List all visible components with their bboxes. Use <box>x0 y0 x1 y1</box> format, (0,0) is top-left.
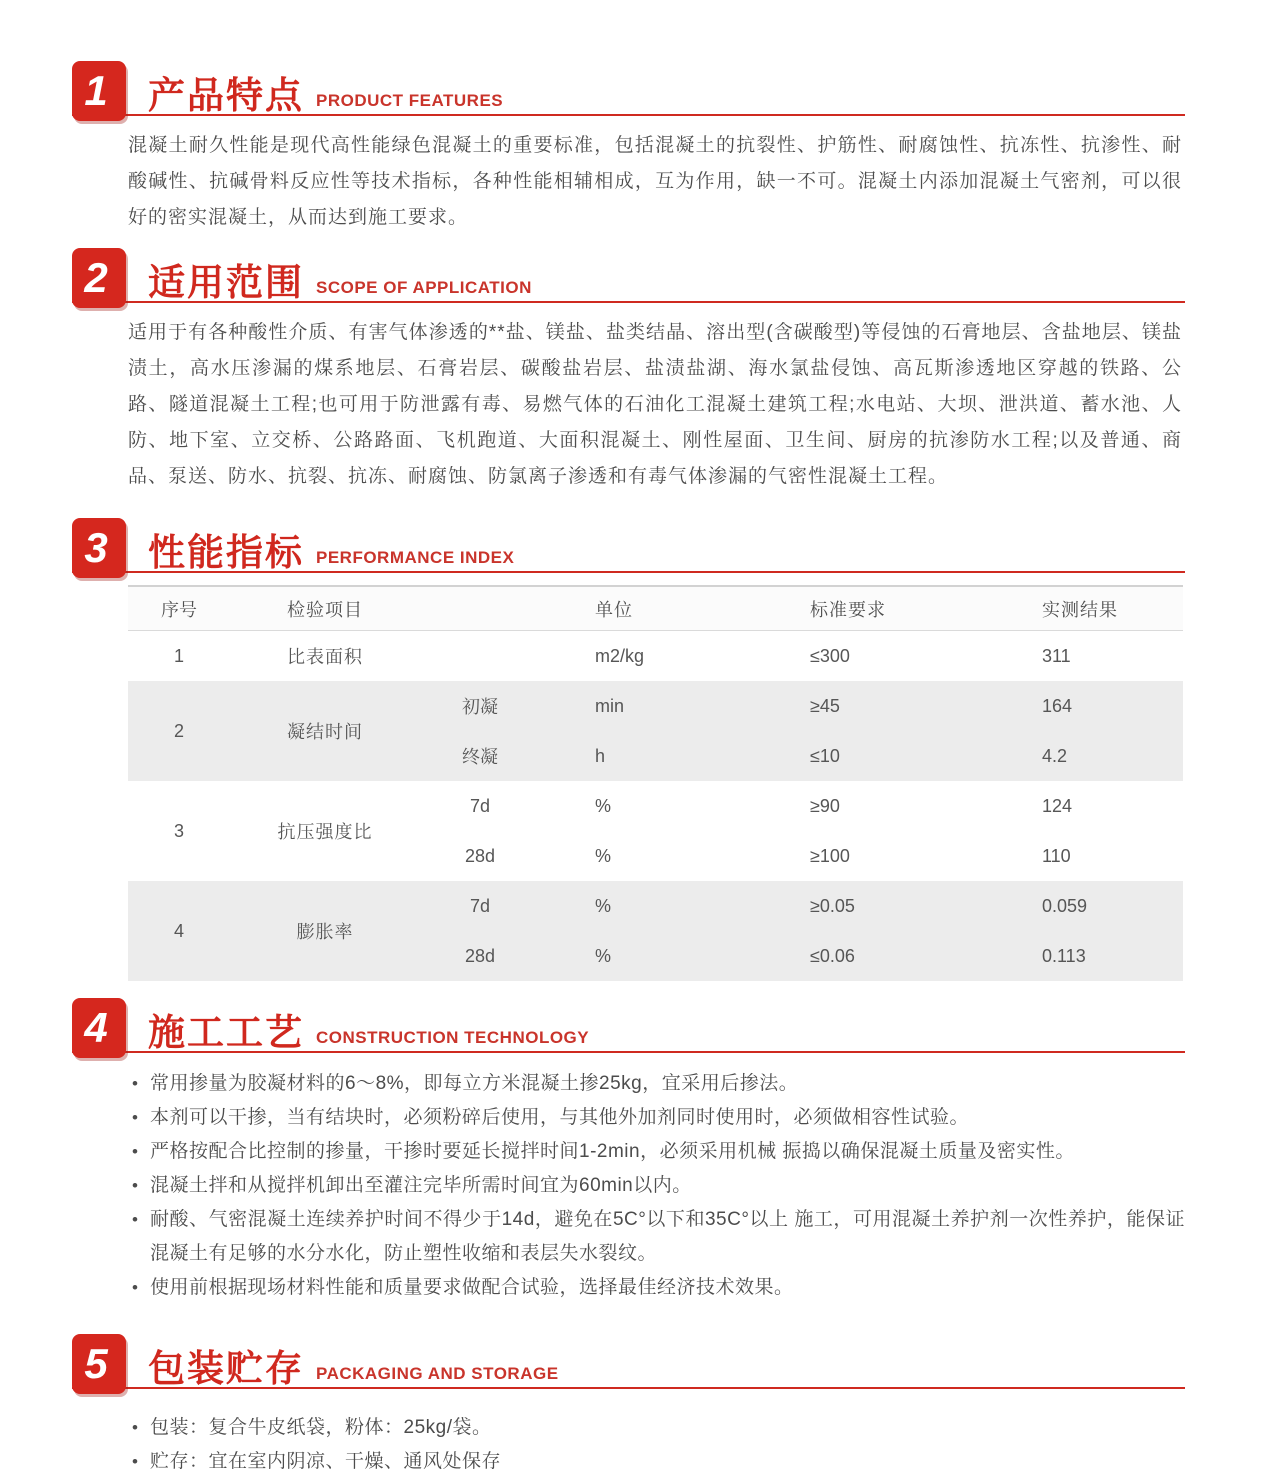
packaging-bullet-list <box>132 1411 1185 1479</box>
section-title-4: 施工工艺 <box>148 1012 304 1053</box>
table-row <box>128 681 1183 781</box>
table-cell-sub: 终凝 <box>462 747 498 767</box>
table-header-req: 标准要求 <box>810 599 886 620</box>
table-subrow <box>420 631 1183 681</box>
table-cell-req: ≤0.06 <box>810 945 855 966</box>
table-cell-item: 比表面积 <box>287 647 363 667</box>
table-subrow <box>420 781 1183 831</box>
section-header-4 <box>72 989 1185 1053</box>
section-number-badge-1: 1 <box>72 61 126 121</box>
section-number-badge-3: 3 <box>72 518 126 578</box>
section-number-badge-2: 2 <box>72 248 126 308</box>
table-cell-unit: min <box>595 695 625 716</box>
table-cell-rest <box>420 681 1183 781</box>
table-subrow <box>420 881 1183 931</box>
table-header-rest <box>420 584 1183 634</box>
table-header-subrow <box>420 584 1183 634</box>
section-title-3: 性能指标 <box>148 532 304 573</box>
table-cell-result: 110 <box>1042 845 1071 866</box>
table-cell-result: 311 <box>1042 645 1071 666</box>
table-subrow <box>420 731 1183 781</box>
table-row <box>128 631 1183 681</box>
section-header-5 <box>72 1325 1185 1389</box>
section-subtitle-en-2: SCOPE OF APPLICATION <box>316 278 532 297</box>
table-cell-unit: h <box>595 745 606 766</box>
packaging-bullet-item: • 贮存：宜在室内阴凉、干燥、通风处保存 <box>132 1445 1185 1479</box>
table-header-unit: 单位 <box>595 599 633 620</box>
table-cell-no: 4 <box>173 920 184 941</box>
table-cell-sub: 7d <box>469 895 491 916</box>
table-cell-unit: % <box>595 895 612 916</box>
packaging-bullet-item: • 包装：复合牛皮纸袋，粉体：25kg/袋。 <box>132 1411 1185 1445</box>
table-header-result: 实测结果 <box>1042 599 1118 620</box>
table-cell-unit: % <box>595 945 612 966</box>
table-cell-unit: % <box>595 795 612 816</box>
construction-bullet-item: • 常用掺量为胶凝材料的6～8%，即每立方米混凝土掺25kg，宜采用后掺法。 <box>132 1067 1185 1101</box>
construction-bullet-item: • 混凝土拌和从搅拌机卸出至灌注完毕所需时间宜为60min以内。 <box>132 1169 1185 1203</box>
table-cell-item: 膨胀率 <box>296 922 354 942</box>
table-cell-result: 164 <box>1042 695 1073 716</box>
table-cell-req: ≥90 <box>810 795 840 816</box>
section-subtitle-en-1: PRODUCT FEATURES <box>316 91 504 110</box>
table-cell-req: ≥100 <box>810 845 850 866</box>
scope-paragraph: 适用于有各种酸性介质、有害气体渗透的**盐、镁盐、盐类结晶、溶出型(含碳酸型)等侵蚀的石膏地层、含盐地层、镁盐渍土，高水压渗漏的煤系地层、石膏岩层、碳酸盐岩层、盐渍盐湖、海水氯盐侵蚀、高瓦斯渗透地区穿越的铁路、公路、隧道混凝土工程;也可用于防泄露有毒、易燃气体的石油化工混凝土建筑工程;水电站、大坝、泄洪道、蓄水池、人防、地下室、立交桥、公路路面、飞机跑道、大面积混凝土、刚性屋面、卫生间、厨房的抗渗防水工程;以及普通、商品、泵送、防水、抗裂、抗冻、耐腐蚀、防氯离子渗透和有毒气体渗漏的气密性混凝土工程。 <box>128 322 1182 487</box>
table-cell-sub: 初凝 <box>462 697 498 717</box>
section-header-2 <box>72 239 1185 303</box>
section-product-features <box>0 52 1280 236</box>
table-cell-req: ≤10 <box>810 745 840 766</box>
section-subtitle-en-5: PACKAGING AND STORAGE <box>316 1364 559 1383</box>
section-header-1 <box>72 52 1185 116</box>
table-cell-result: 0.113 <box>1042 945 1086 966</box>
construction-bullet-item: • 耐酸、气密混凝土连续养护时间不得少于14d，避免在5C°以下和35C°以上 施工，可用混凝土养护剂一次性养护，能保证混凝土有足够的水分水化，防止塑性收缩和表层失水裂纹。 <box>132 1203 1185 1271</box>
performance-table <box>128 585 1183 981</box>
section-construction-technology <box>0 989 1280 1305</box>
section-number-badge-4: 4 <box>72 998 126 1058</box>
table-cell-result: 0.059 <box>1042 895 1088 916</box>
table-cell-rest <box>420 631 1183 681</box>
table-cell-sub: 7d <box>469 795 491 816</box>
table-subrow <box>420 931 1183 981</box>
section-performance-index <box>0 509 1280 981</box>
section-subtitle-en-3: PERFORMANCE INDEX <box>316 548 515 567</box>
section-number-badge-5: 5 <box>72 1334 126 1394</box>
section-subtitle-en-4: CONSTRUCTION TECHNOLOGY <box>316 1028 590 1047</box>
construction-bullet-item: • 使用前根据现场材料性能和质量要求做配合试验，选择最佳经济技术效果。 <box>132 1271 1185 1305</box>
section-title-5: 包装贮存 <box>148 1348 304 1389</box>
section-header-3 <box>72 509 1185 573</box>
table-cell-unit: % <box>595 845 612 866</box>
table-header-row <box>128 585 1183 631</box>
construction-bullet-item: • 本剂可以干掺，当有结块时，必须粉碎后使用，与其他外加剂同时使用时，必须做相容性试验。 <box>132 1101 1185 1135</box>
table-cell-sub: 28d <box>464 945 496 966</box>
table-cell-unit: m2/kg <box>595 645 645 666</box>
construction-bullet-list <box>132 1067 1185 1305</box>
table-row <box>128 881 1183 981</box>
construction-bullet-item: • 严格按配合比控制的掺量，干掺时要延长搅拌时间1-2min，必须采用机械 振捣以确保混凝土质量及密实性。 <box>132 1135 1185 1169</box>
table-row <box>128 781 1183 881</box>
section-title-2: 适用范围 <box>148 262 304 303</box>
table-cell-result: 124 <box>1042 795 1073 816</box>
table-cell-req: ≥45 <box>810 695 840 716</box>
section-scope-of-application <box>0 239 1280 495</box>
product-features-paragraph: 混凝土耐久性能是现代高性能绿色混凝土的重要标准，包括混凝土的抗裂性、护筋性、耐腐蚀性、抗冻性、抗渗性、耐酸碱性、抗碱骨料反应性等技术指标，各种性能相辅相成，互为作用，缺一不可。混凝土内添加混凝土气密剂，可以很好的密实混凝土，从而达到施工要求。 <box>128 135 1182 228</box>
table-subrow <box>420 831 1183 881</box>
table-cell-req: ≥0.05 <box>810 895 855 916</box>
table-subrow <box>420 681 1183 731</box>
table-cell-rest <box>420 781 1183 881</box>
table-cell-item: 凝结时间 <box>287 722 363 742</box>
table-cell-rest <box>420 881 1183 981</box>
section-title-1: 产品特点 <box>148 75 304 116</box>
table-cell-sub: 28d <box>464 845 496 866</box>
section-packaging-storage <box>0 1325 1280 1479</box>
table-cell-item: 抗压强度比 <box>277 822 373 842</box>
table-cell-result: 4.2 <box>1042 745 1068 766</box>
table-cell-no: 1 <box>173 645 184 666</box>
table-header-item: 检验项目 <box>287 599 363 620</box>
table-header-no: 序号 <box>161 599 197 620</box>
table-cell-no: 2 <box>173 720 184 741</box>
table-cell-no: 3 <box>173 820 184 841</box>
table-cell-req: ≤300 <box>810 645 850 666</box>
